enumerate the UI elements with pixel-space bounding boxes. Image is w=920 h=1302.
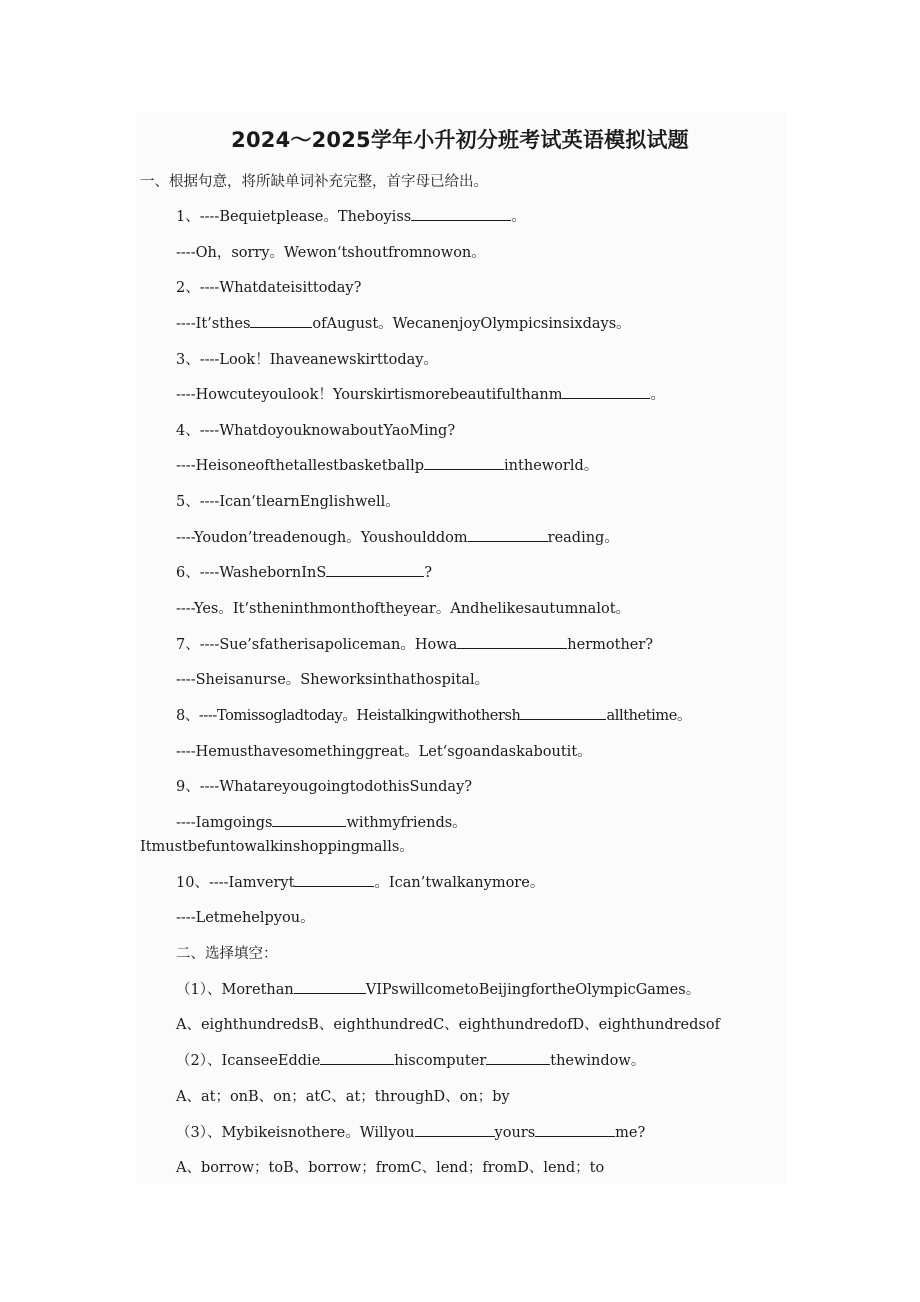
- answer-blank[interactable]: [535, 1123, 615, 1137]
- choice-1-options: A、eighthundredsB、eighthundredC、eighthundredofD、eighthundredsof: [176, 1017, 720, 1033]
- choice-3-question: [176, 1123, 645, 1143]
- q3b-end: 。: [650, 387, 665, 403]
- q10a-end: 。Ican’twalkanymore。: [374, 875, 545, 891]
- q8a-text: 8、----Tomissogladtoday。Heistalkingwithothersh: [176, 708, 521, 724]
- answer-blank[interactable]: [468, 528, 548, 542]
- answer-blank[interactable]: [294, 980, 366, 994]
- answer-blank[interactable]: [424, 456, 504, 470]
- question-1-line-b: ----Oh，sorry。Wewon‘tshoutfromnowon。: [176, 245, 486, 261]
- answer-blank[interactable]: [411, 207, 511, 221]
- q3b-text: ----Howcuteyoulook！Yourskirtismorebeautifulthanm: [176, 387, 563, 403]
- question-3-line-b: [176, 385, 665, 405]
- q7a-end: hermother?: [567, 637, 654, 653]
- answer-blank[interactable]: [326, 563, 424, 577]
- question-9-line-c: Itmustbefuntowalkinshoppingmalls。: [140, 839, 414, 855]
- answer-blank[interactable]: [250, 314, 312, 328]
- q5b-end: reading。: [547, 530, 619, 546]
- answer-blank[interactable]: [294, 873, 374, 887]
- question-4-line-b: [176, 456, 598, 476]
- q5b-text: ----Youdon’treadenough。Youshoulddom: [176, 530, 468, 546]
- question-5-line-b: [176, 528, 619, 548]
- choice-3-options: A、borrow；toB、borrow；fromC、lend；fromD、lend；to: [176, 1160, 605, 1176]
- section1-heading: 一、根据句意，将所缺单词补充完整，首字母已给出。: [140, 174, 488, 190]
- answer-blank[interactable]: [520, 706, 606, 720]
- choice-1-question: [176, 980, 700, 1000]
- answer-blank[interactable]: [486, 1051, 550, 1065]
- choice-2-options: A、at；onB、on；atC、at；throughD、on；by: [176, 1089, 510, 1105]
- answer-blank[interactable]: [415, 1123, 495, 1137]
- question-6-line-b: ----Yes。It‘stheninthmonthoftheyear。Andhelikesautumnalot。: [176, 601, 631, 617]
- question-1-line-a: [176, 207, 526, 227]
- question-8-line-a: [176, 706, 691, 726]
- question-2-line-b: [176, 314, 631, 334]
- question-4-line-a: 4、----WhatdoyouknowaboutYaoMing?: [176, 423, 456, 439]
- c2-mid: hiscomputer: [394, 1053, 487, 1069]
- c3-text: （3）、Mybikeisnothere。Willyou: [176, 1125, 415, 1141]
- c1-text: （1）、Morethan: [176, 982, 294, 998]
- question-10-line-a: [176, 873, 544, 893]
- c1-end: VIPswillcometoBeijingfortheOlympicGames。: [365, 982, 701, 998]
- answer-blank[interactable]: [562, 385, 650, 399]
- q7a-text: 7、----Sue’sfatherisapoliceman。Howa: [176, 637, 458, 653]
- q9b-text: ----Iamgoings: [176, 815, 273, 831]
- c3-mid: yours: [494, 1125, 536, 1141]
- c2-text: （2）、IcanseeEddie: [176, 1053, 321, 1069]
- question-7-line-a: [176, 635, 653, 655]
- q6a-end: ?: [424, 565, 433, 581]
- answer-blank[interactable]: [272, 813, 346, 827]
- section2-heading: 二、选择填空：: [176, 946, 278, 962]
- q4b-end: intheworld。: [504, 458, 599, 474]
- question-9-line-b: [176, 813, 467, 833]
- question-6-line-a: [176, 563, 432, 583]
- question-10-line-b: ----Letmehelpyou。: [176, 910, 315, 926]
- q10a-text: 10、----Iamveryt: [176, 875, 295, 891]
- q1a-end: 。: [511, 209, 526, 225]
- q8a-end: allthetime。: [606, 708, 692, 724]
- question-2-line-a: 2、----Whatdateisittoday?: [176, 280, 362, 296]
- question-8-line-b: ----Hemusthavesomethinggreat。Let‘sgoandaskaboutit。: [176, 744, 592, 760]
- q6a-text: 6、----WashebornInS: [176, 565, 327, 581]
- q2b-text: ----It’sthes: [176, 316, 251, 332]
- c2-end: thewindow。: [550, 1053, 646, 1069]
- choice-2-question: [176, 1051, 645, 1071]
- q9b-end: withmyfriends。: [346, 815, 467, 831]
- question-7-line-b: ----Sheisanurse。Sheworksinthathospital。: [176, 672, 490, 688]
- question-9-line-a: 9、----WhatareyougoingtodothisSunday?: [176, 779, 473, 795]
- question-5-line-a: 5、----Ican‘tlearnEnglishwell。: [176, 494, 400, 510]
- question-3-line-a: 3、----Look！Ihaveanewskirttoday。: [176, 352, 438, 368]
- page-title: 2024～2025学年小升初分班考试英语模拟试题: [231, 128, 689, 152]
- answer-blank[interactable]: [457, 635, 567, 649]
- q1a-text: 1、----Bequietplease。Theboyiss: [176, 209, 412, 225]
- c3-end: me?: [615, 1125, 646, 1141]
- q2b-end: ofAugust。WecanenjoyOlympicsinsixdays。: [312, 316, 631, 332]
- answer-blank[interactable]: [320, 1051, 394, 1065]
- q4b-text: ----Heisoneofthetallestbasketballp: [176, 458, 425, 474]
